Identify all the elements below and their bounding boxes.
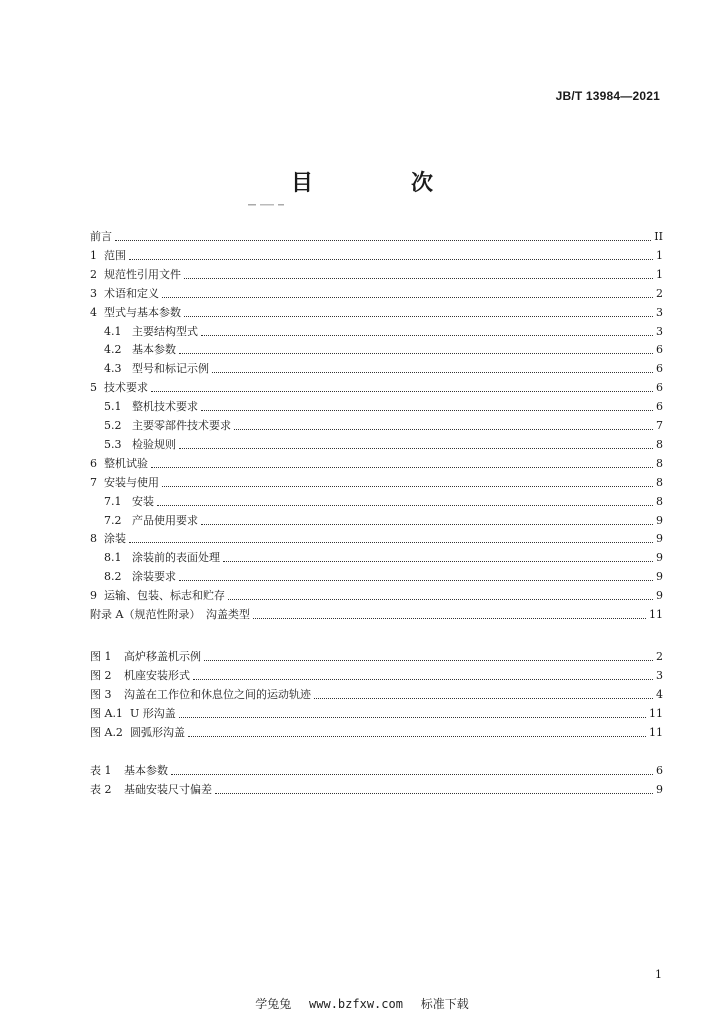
toc-leader-dots <box>179 716 646 718</box>
toc-entry <box>90 264 663 282</box>
toc-entry-page: 2 <box>656 286 663 300</box>
footer-url: www.bzfxw.com <box>309 997 403 1011</box>
standard-code: JB/T 13984—2021 <box>555 89 660 103</box>
toc-entry-number: 图 A.2 <box>90 725 123 739</box>
toc-entry-page: II <box>654 230 663 243</box>
toc-leader-dots <box>157 504 653 506</box>
toc-entry <box>90 302 663 320</box>
toc-entry <box>90 703 663 721</box>
toc-leader-dots <box>179 352 653 354</box>
toc-entry-label: 附录 A（规范性附录） 沟盖类型 <box>90 608 250 621</box>
toc-entry-number: 7 <box>90 475 97 489</box>
toc-entry-label: 型号和标记示例 <box>132 362 209 376</box>
toc-entry-page: 8 <box>656 456 663 470</box>
toc-entry <box>90 604 663 622</box>
toc-leader-dots <box>162 485 653 487</box>
toc-entry-page: 6 <box>656 764 663 777</box>
toc-entry-label: 安装与使用 <box>104 475 159 489</box>
footer-slogan: 标准下载 <box>420 997 469 1011</box>
toc-entry-page: 2 <box>656 650 663 663</box>
toc-entry <box>90 283 663 301</box>
toc-entry-label: 安装 <box>132 494 154 508</box>
toc-entry-page: 11 <box>649 608 663 621</box>
toc-entry-page: 6 <box>656 362 663 376</box>
toc-entry <box>90 760 663 778</box>
toc-entry-number: 3 <box>90 286 97 300</box>
toc-entry-label: 基础安装尺寸偏差 <box>124 782 212 796</box>
toc-leader-dots <box>314 697 653 699</box>
toc-entry <box>104 321 663 339</box>
toc-entry-page: 11 <box>649 725 663 739</box>
toc-leader-dots <box>151 390 653 392</box>
toc-entry-number: 8 <box>90 532 97 546</box>
toc-entry <box>90 684 663 702</box>
toc-leader-dots <box>212 371 653 373</box>
toc-leader-dots <box>171 773 653 775</box>
toc-entry-number: 4 <box>90 305 97 319</box>
toc-leader-dots <box>253 617 646 619</box>
toc-entry-number: 4.3 <box>104 362 122 376</box>
toc-leader-dots <box>215 792 653 794</box>
toc-entry-number: 8.2 <box>104 570 122 584</box>
toc-entry-label: 前言 <box>90 230 112 243</box>
toc-entry <box>104 434 663 452</box>
toc-entry-page: 9 <box>656 782 663 796</box>
toc-entry <box>104 415 663 433</box>
toc-leader-dots <box>151 466 653 468</box>
toc-entry-page: 9 <box>656 551 663 565</box>
toc-entry-page: 8 <box>656 475 663 489</box>
toc-entry <box>90 779 663 797</box>
toc-entry-number: 4.1 <box>104 324 122 338</box>
toc-leader-dots <box>129 258 653 260</box>
toc-entry <box>90 472 663 490</box>
toc-entry-number: 7.2 <box>104 513 122 527</box>
toc-entry-page: 3 <box>656 324 663 338</box>
toc-entry-number: 图 3 <box>90 687 112 701</box>
toc-leader-dots <box>184 315 653 317</box>
footer-site-name: 学兔兔 <box>255 997 292 1011</box>
footer-watermark <box>0 995 724 1012</box>
toc-entry-label: 整机技术要求 <box>132 400 198 414</box>
toc-entry-label: 产品使用要求 <box>132 513 198 527</box>
toc-entry-label: 涂装要求 <box>132 570 176 584</box>
toc-leader-dots <box>184 277 653 279</box>
toc-entry-label: 机座安装形式 <box>124 668 190 682</box>
toc-entry-label: 运输、包装、标志和贮存 <box>104 589 225 603</box>
page-number: 1 <box>655 968 662 981</box>
toc-entry <box>104 566 663 584</box>
toc-leader-dots <box>193 678 653 680</box>
toc-entry <box>104 358 663 376</box>
toc-entry-label: 基本参数 <box>132 343 176 357</box>
toc-entry-number: 5.1 <box>104 400 122 414</box>
toc-entry <box>104 491 663 509</box>
toc-entry-page: 9 <box>656 513 663 527</box>
toc-entry-label: 涂装前的表面处理 <box>132 551 220 565</box>
toc-leader-dots <box>115 239 651 241</box>
toc-entry-page: 8 <box>656 437 663 451</box>
toc-entry-page: 3 <box>656 305 663 319</box>
toc-entry-label: 整机试验 <box>104 456 148 470</box>
toc-entry-number: 图 2 <box>90 668 112 682</box>
toc-leader-dots <box>201 334 653 336</box>
toc-entry-page: 7 <box>656 419 663 432</box>
toc-entry-page: 9 <box>656 589 663 603</box>
toc-entry <box>104 396 663 414</box>
toc-entry-label: 型式与基本参数 <box>104 305 181 319</box>
toc-entry-label: 检验规则 <box>132 437 176 451</box>
toc-entry <box>104 510 663 528</box>
toc-entry-number: 8.1 <box>104 551 122 565</box>
toc-entry-page: 4 <box>656 687 663 701</box>
toc-leader-dots <box>179 447 653 449</box>
toc-entry-page: 3 <box>656 668 663 682</box>
toc-entry-label: 主要零部件技术要求 <box>132 419 231 432</box>
toc-entry-number: 图 A.1 <box>90 706 123 720</box>
toc-entry-number: 图 1 <box>90 650 112 663</box>
toc-entry-page: 9 <box>656 570 663 584</box>
toc-leader-dots <box>228 598 653 600</box>
toc-entry-label: 范围 <box>104 248 126 262</box>
toc-entry-label: 高炉移盖机示例 <box>124 650 201 663</box>
toc-entry-label: 基本参数 <box>124 764 168 777</box>
toc-leader-dots <box>162 296 653 298</box>
toc-entry-page: 1 <box>656 248 663 262</box>
toc-entry-label: 术语和定义 <box>104 286 159 300</box>
toc-leader-dots <box>223 560 653 562</box>
toc-entry <box>90 377 663 395</box>
toc-entry-label: 沟盖在工作位和休息位之间的运动轨迹 <box>124 687 311 701</box>
scan-artifact <box>248 203 288 207</box>
toc-entry-label: 圆弧形沟盖 <box>130 725 185 739</box>
toc-leader-dots <box>129 541 653 543</box>
toc-entry <box>90 722 663 740</box>
toc-entry <box>104 339 663 357</box>
toc-leader-dots <box>201 523 653 525</box>
toc-entry-number: 6 <box>90 456 97 470</box>
toc-leader-dots <box>234 428 653 430</box>
toc-title: 目 次 <box>290 171 471 196</box>
toc-entry <box>90 665 663 683</box>
toc-entry <box>90 646 663 664</box>
toc-entry <box>90 585 663 603</box>
toc-entry-number: 7.1 <box>104 494 122 508</box>
toc-entry-number: 2 <box>90 267 97 281</box>
toc-leader-dots <box>179 579 653 581</box>
toc-entry <box>90 528 663 546</box>
toc-entry-page: 11 <box>649 706 663 720</box>
toc-entry-number: 9 <box>90 589 97 603</box>
toc-leader-dots <box>201 409 653 411</box>
toc-entry-number: 5 <box>90 381 97 395</box>
toc-entry-label: 规范性引用文件 <box>104 267 181 281</box>
toc-entry-label: 主要结构型式 <box>132 324 198 338</box>
toc-entry-number: 4.2 <box>104 343 122 357</box>
toc-entry-label: 涂装 <box>104 532 126 546</box>
toc-entry-number: 5.2 <box>104 419 122 432</box>
toc-entry <box>104 547 663 565</box>
toc-entry-page: 8 <box>656 494 663 508</box>
toc-entry <box>90 226 663 244</box>
toc-entry-page: 6 <box>656 381 663 395</box>
toc-entry-page: 9 <box>656 532 663 546</box>
toc-entry <box>90 245 663 263</box>
toc-entry-number: 表 1 <box>90 764 112 777</box>
toc-entry-number: 1 <box>90 248 97 262</box>
toc-entry-number: 5.3 <box>104 437 122 451</box>
toc-leader-dots <box>188 735 646 737</box>
toc-entry-number: 表 2 <box>90 782 112 796</box>
toc-entry-page: 1 <box>656 267 663 281</box>
toc-entry-page: 6 <box>656 343 663 357</box>
toc-entry-label: 技术要求 <box>104 381 148 395</box>
toc-entry-page: 6 <box>656 400 663 414</box>
toc-entry-label: U 形沟盖 <box>130 706 176 720</box>
toc-entry <box>90 453 663 471</box>
toc-leader-dots <box>204 659 653 661</box>
